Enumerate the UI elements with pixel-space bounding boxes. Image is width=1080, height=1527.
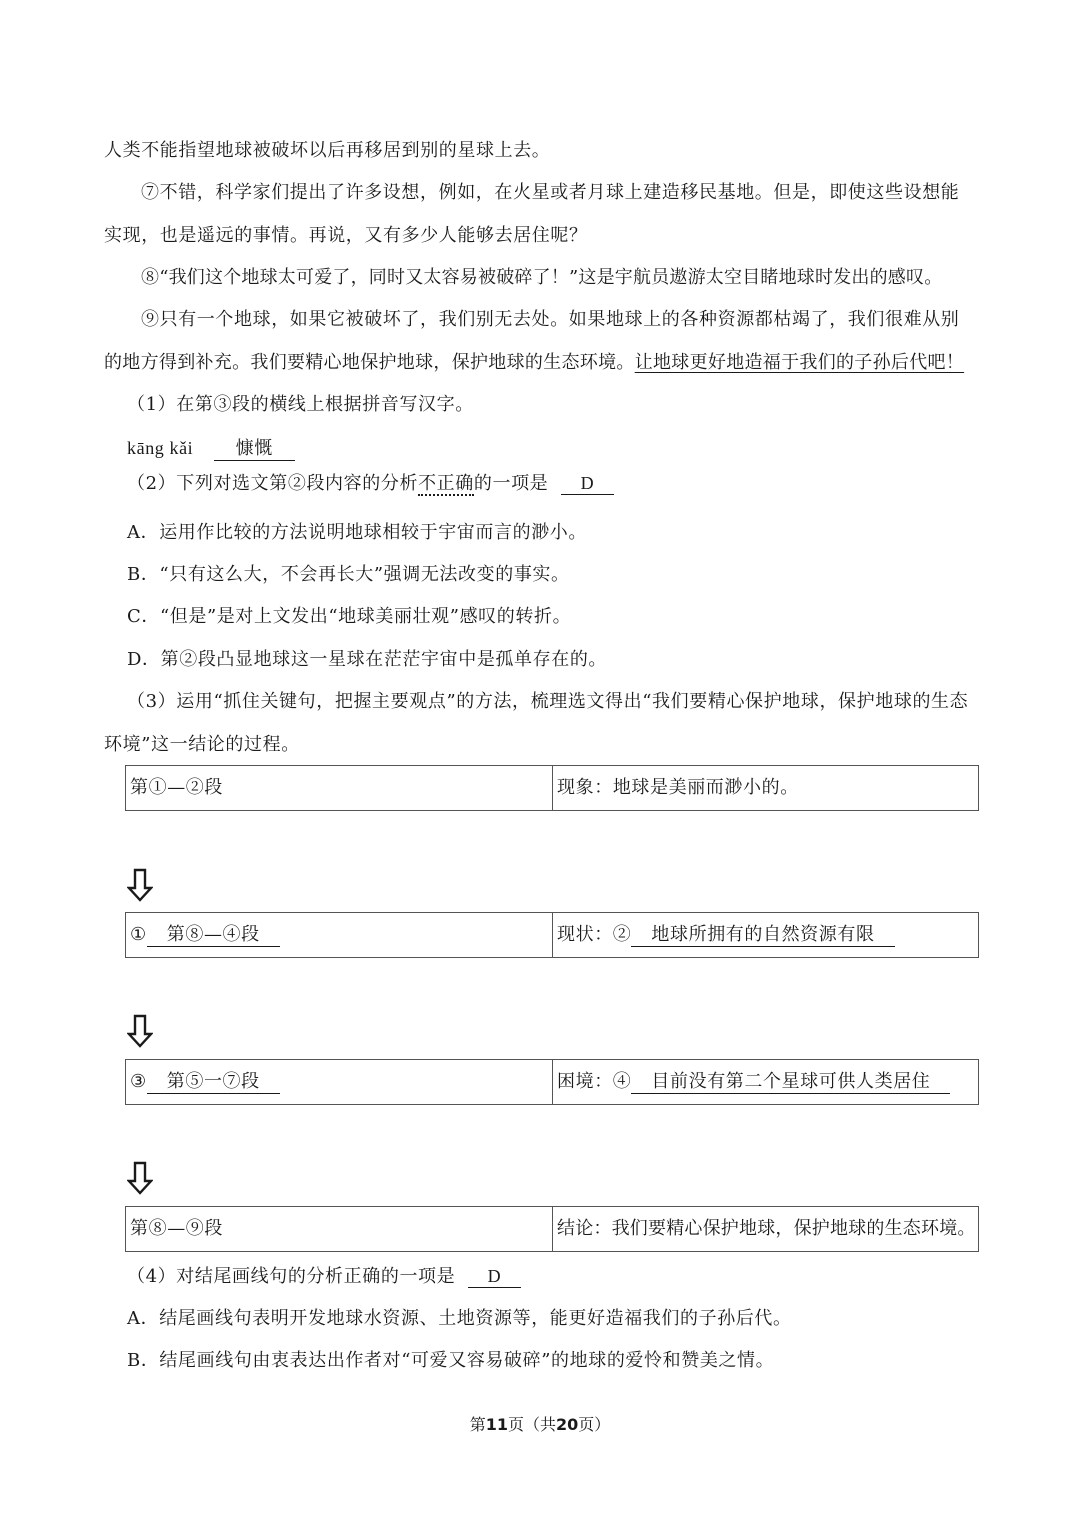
table-row (125, 1059, 979, 1105)
paragraph-7-line-2: 实现，也是遥远的事情。再说，又有多少人能够去居住呢？ (104, 225, 588, 246)
table-row (125, 912, 979, 958)
option-a: A．运用作比较的方法说明地球相较于宇宙而言的渺小。 (127, 522, 587, 543)
option-c: C．“但是”是对上文发出“地球美丽壮观”感叹的转折。 (127, 606, 572, 627)
blank-answer: 第⑤一⑦段 (147, 1071, 280, 1094)
blank-answer: 地球所拥有的自然资源有限 (631, 924, 894, 947)
question-1-stem: （1）在第③段的横线上根据拼音写汉字。 (127, 394, 474, 415)
question-2-answer: D (561, 472, 615, 495)
cell-label: 困境：④ (557, 1071, 632, 1092)
cell-text: 我们要精心保护地球，保护地球的生态环境。 (611, 1218, 976, 1239)
pinyin: kāng kǎi (127, 438, 194, 458)
page-total: 20 (556, 1415, 579, 1434)
option-b: B．“只有这么大，不会再长大”强调无法改变的事实。 (127, 564, 570, 585)
option-d: D．第②段凸显地球这一星球在茫茫宇宙中是孤单存在的。 (127, 649, 608, 670)
option-a: A．结尾画线句表明开发地球水资源、土地资源等，能更好造福我们的子孙后代。 (127, 1308, 792, 1329)
paragraph-9-line-2 (104, 351, 964, 375)
cell-text: 地球是美丽而渺小的。 (612, 777, 799, 798)
question-3-stem-line-2: 环境”这一结论的过程。 (104, 734, 300, 755)
question-3-stem-line-1: （3）运用“抓住关键句，把握主要观点”的方法，梳理选文得出“我们要精心保护地球，保护地球的生态 (127, 691, 969, 712)
cell-label: 现状：② (557, 924, 632, 945)
question-1-answer-row (127, 436, 295, 461)
underlined-sentence: 让地球更好地造福于我们的子孙后代吧！ (634, 352, 965, 373)
table-cell-paragraphs (126, 1060, 553, 1104)
question-4-stem (127, 1265, 521, 1289)
option-b: B．结尾画线句由衷表达出作者对“可爱又容易破碎”的地球的爱怜和赞美之情。 (127, 1350, 775, 1371)
question-4-answer: D (468, 1265, 522, 1288)
page-footer (0, 1414, 1080, 1436)
question-2-stem (127, 472, 614, 496)
paragraph-7-line-1: ⑦不错，科学家们提出了许多设想，例如，在火星或者月球上建造移民基地。但是，即使这些设想能 (141, 182, 960, 203)
question-1-answer: 慷慨 (214, 438, 295, 461)
paragraph-9-text: 的地方得到补充。我们要精心地保护地球，保护地球的生态环境。 (104, 352, 635, 373)
footer-text: 页） (578, 1415, 611, 1434)
table-cell-paragraphs: 第①—②段 (126, 766, 553, 810)
emphasis-dots: 不正确 (418, 473, 474, 494)
paragraph-8: ⑧“我们这个地球太可爱了，同时又太容易被破碎了！”这是宇航员遨游太空目睹地球时发出的感叹。 (141, 267, 943, 288)
cell-label: 结论： (557, 1218, 612, 1239)
paragraph-9-line-1: ⑨只有一个地球，如果它被破坏了，我们别无去处。如果地球上的各种资源都枯竭了，我们很难从别 (141, 309, 960, 330)
question-2-stem-text-2: 的一项是 (473, 473, 549, 494)
table-row (125, 765, 979, 811)
table-cell-description (553, 913, 978, 957)
table-row (125, 1206, 979, 1252)
question-4-stem-text: （4）对结尾画线句的分析正确的一项是 (127, 1266, 456, 1287)
blank-number: ① (130, 924, 147, 945)
footer-text: 页（共 (507, 1415, 556, 1434)
table-cell-description (553, 1207, 978, 1251)
cell-label: 现象： (557, 777, 613, 798)
table-cell-paragraphs (126, 913, 553, 957)
paragraph-6-tail: 人类不能指望地球被破坏以后再移居到别的星球上去。 (104, 140, 551, 161)
blank-answer: 第⑧—④段 (147, 924, 280, 947)
blank-answer: 目前没有第二个星球可供人类居住 (631, 1071, 950, 1094)
down-arrow-icon (127, 1161, 153, 1195)
page-number: 11 (485, 1415, 508, 1434)
table-cell-description (553, 766, 978, 810)
down-arrow-icon (127, 1014, 153, 1048)
down-arrow-icon (127, 868, 153, 902)
table-cell-description (553, 1060, 978, 1104)
question-2-stem-text: （2）下列对选文第②段内容的分析 (127, 473, 419, 494)
blank-number: ③ (130, 1071, 147, 1092)
footer-text: 第 (469, 1415, 486, 1434)
table-cell-paragraphs: 第⑧—⑨段 (126, 1207, 553, 1251)
